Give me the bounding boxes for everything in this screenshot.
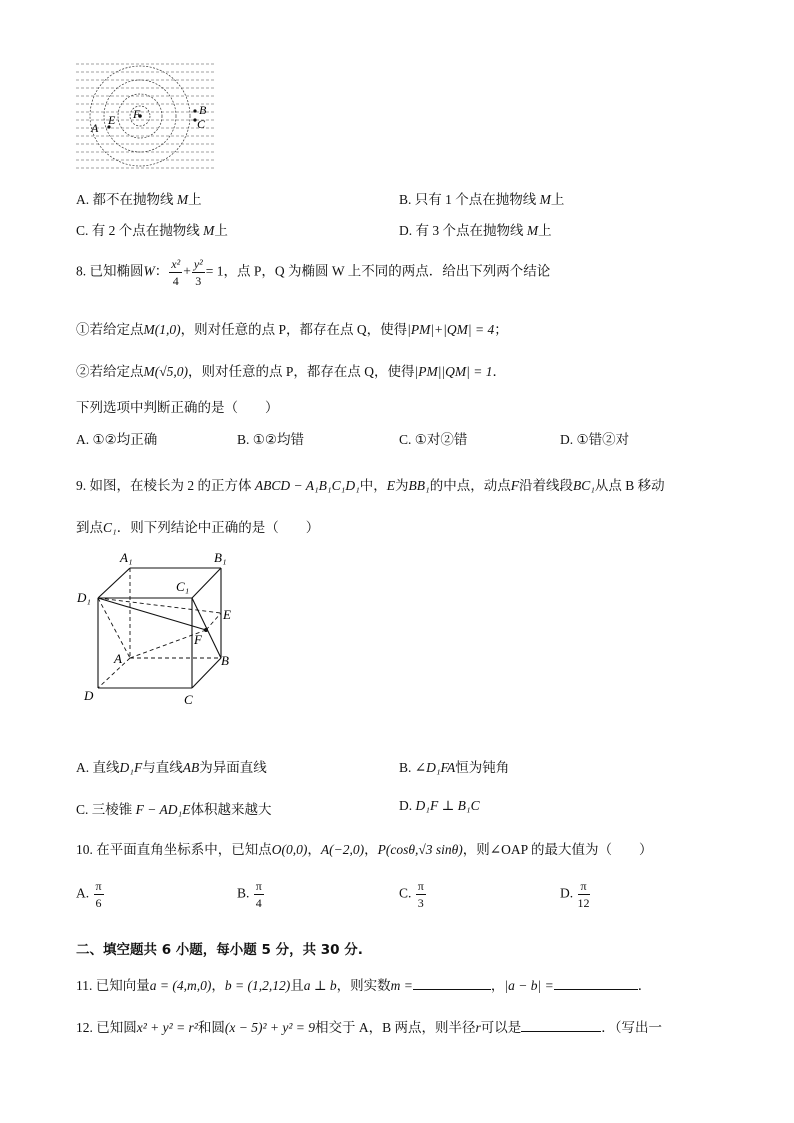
fig-top-label-b: B: [199, 103, 207, 117]
q9-opt-a-mid: 与直线: [142, 760, 183, 775]
q8-frac1-num: x²: [171, 257, 181, 271]
q8-plus: +: [183, 263, 191, 279]
q11-blank-2[interactable]: [554, 988, 638, 990]
q8-c1-lead: ①若给定点: [76, 322, 144, 337]
q7-option-b-var: M: [539, 192, 551, 207]
q9-opt-a-post: 为异面直线: [199, 760, 267, 775]
q11-vec-a: a = (4,m,0): [149, 978, 212, 993]
fig-top-label-c: C: [197, 117, 206, 131]
q10-opt-b-num: π: [255, 879, 262, 893]
q10-opt-d-label: D.: [560, 885, 574, 901]
q9-l1-d: 的中点，动点: [429, 478, 511, 493]
q7-option-a-tail: 上: [188, 192, 202, 207]
q8-option-b[interactable]: B. ①②均错: [237, 432, 304, 447]
q12-end: ．（写出一: [601, 1020, 663, 1035]
q10-opt-d-frac: [578, 880, 590, 909]
q7-option-c-tail: 上: [214, 223, 228, 238]
q10-opt-a-den: 6: [95, 896, 102, 910]
q10-option-b[interactable]: [237, 880, 265, 909]
q9-opt-b-post: 恒为钝角: [455, 760, 510, 775]
q11-vec-b: b = (1,2,12): [224, 978, 291, 993]
q10-stem: [76, 838, 652, 858]
q9-opt-a-m1: D₁F: [119, 760, 143, 775]
q12-blank[interactable]: [521, 1030, 601, 1032]
fig-top-label-a: A: [91, 121, 99, 135]
q8-c2-mid: ，则对任意的点 P，都存在点 Q，使得: [188, 364, 415, 379]
q8-fraction-2: [192, 258, 205, 287]
q8-c1-expr: |PM|+|QM| = 4: [407, 322, 495, 337]
q9-stem-line-2: [76, 516, 319, 536]
q8-fraction-1: [169, 258, 182, 287]
q8-stem: [76, 258, 550, 287]
q9-option-c[interactable]: [76, 798, 271, 818]
q8-rest: ，点 P，Q 为椭圆 W 上不同的两点．给出下列两个结论: [223, 263, 551, 279]
q9-opt-d-pre: D.: [399, 798, 413, 813]
fig-top-label-f: F: [133, 107, 141, 121]
q10-sep2: ，: [364, 842, 378, 857]
q11-diff: |a − b| =: [504, 978, 554, 993]
q8-option-c[interactable]: C. ①对②错: [399, 432, 468, 447]
cube-label-e: E: [223, 607, 231, 622]
q10-sep1: ，: [307, 842, 321, 857]
q10-opt-b-label: B.: [237, 885, 250, 901]
q10-option-d[interactable]: [560, 880, 591, 909]
cube-label-b1: B₁: [214, 550, 227, 565]
q8-ask: 下列选项中判断正确的是（ ）: [76, 400, 279, 415]
q12-and: 和圆: [197, 1020, 225, 1035]
q8-frac1-den: 4: [172, 274, 179, 288]
section-2-heading: 二、填空题共 6 小题，每小题 5 分，共 30 分.: [76, 942, 363, 958]
q7-option-d-text: D. 有 3 个点在抛物线: [399, 223, 524, 238]
q7-option-c-var: M: [203, 223, 215, 238]
q11-stem: [76, 974, 651, 994]
q7-option-a[interactable]: [76, 188, 202, 208]
q11-mid: ，则实数: [336, 978, 391, 993]
q11-lead: 11. 已知向量: [76, 978, 150, 993]
q8-option-d[interactable]: D. ①错②对: [560, 432, 630, 447]
q9-opt-a-pre: A. 直线: [76, 760, 120, 775]
q11-and: 且: [290, 978, 304, 993]
q9-f-var: F: [510, 478, 519, 493]
q12-r: r: [475, 1020, 481, 1035]
q10-point-a: A(−2,0): [320, 842, 365, 857]
q8-option-a[interactable]: A. ①②均正确: [76, 432, 158, 447]
q8-c2-lead: ②若给定点: [76, 364, 144, 379]
q7-option-a-var: M: [176, 192, 189, 207]
q7-option-c-text: C. 有 2 个点在抛物线: [76, 223, 200, 238]
q8-c2-point: M(√5,0): [143, 364, 189, 379]
q10-opt-c-label: C.: [399, 885, 412, 901]
q11-comma: ，: [490, 978, 505, 993]
q9-l1-e: 沿着线段: [518, 478, 573, 493]
q10-opt-c-den: 3: [417, 896, 424, 910]
q9-stem-line-1: [76, 474, 665, 494]
q8-conclusion-2: [76, 360, 506, 380]
q9-cube-name: ABCD − A₁B₁C₁D₁: [254, 478, 360, 493]
q9-opt-b-m: ∠D₁FA: [414, 760, 456, 775]
q9-opt-d-m: D₁F ⊥ B₁C: [415, 798, 480, 813]
cube-label-a1: A₁: [120, 550, 133, 565]
q9-opt-b-pre: B.: [399, 760, 412, 775]
q10-option-c[interactable]: [399, 880, 427, 909]
q9-bb1: BB₁: [408, 478, 430, 493]
q9-l1-a: 9. 如图，在棱长为 2 的正方体: [76, 478, 252, 493]
q9-l1-b: 中，: [359, 478, 387, 493]
q9-opt-c-pre: C. 三棱锥: [76, 802, 133, 817]
q9-l1-f: 从点 B 移动: [594, 478, 665, 493]
q12-stem: [76, 1016, 662, 1036]
cube-label-f: F: [194, 632, 202, 647]
cube-figure: [76, 548, 246, 708]
q11-sep: ，: [211, 978, 225, 993]
q10-opt-a-frac: [94, 880, 104, 909]
q9-e-var: E: [386, 478, 396, 493]
q10-opt-a-label: A.: [76, 885, 90, 901]
q9-option-b[interactable]: [399, 756, 509, 776]
q7-option-a-text: A. 都不在抛物线: [76, 192, 174, 207]
q10-opt-b-den: 4: [255, 896, 262, 910]
q11-perp: a ⊥ b: [303, 978, 337, 993]
q11-end: ．: [637, 978, 652, 993]
cube-label-a: A: [114, 651, 122, 666]
q8-c1-end: ；: [494, 322, 508, 337]
q7-option-d-var: M: [526, 223, 539, 238]
cube-label-c: C: [184, 692, 193, 707]
q8-frac2-num: y²: [193, 257, 203, 271]
cube-label-d1: D₁: [77, 590, 91, 605]
q7-option-d-tail: 上: [538, 223, 552, 238]
q8-eq-one: = 1: [205, 263, 224, 279]
q10-opt-d-num: π: [578, 880, 590, 895]
q12-circle-2: (x − 5)² + y² = 9: [224, 1020, 316, 1035]
q10-opt-b-frac: [254, 880, 264, 909]
q7-option-d[interactable]: [399, 219, 552, 239]
q9-option-a[interactable]: [76, 756, 267, 776]
q9-l1-c: 为: [395, 478, 409, 493]
q10-point-p: P(cosθ,√3 sinθ): [377, 842, 463, 857]
cube-label-d: D: [84, 688, 94, 703]
q8-frac2-den: 3: [195, 274, 202, 288]
q10-lead: 10. 在平面直角坐标系中，已知点: [76, 842, 272, 857]
q10-opt-d-den: 12: [577, 896, 590, 910]
q7-option-b[interactable]: [399, 188, 564, 208]
fig-top-label-e: E: [108, 113, 116, 127]
q8-c1-mid: ，则对任意的点 P，都存在点 Q，使得: [180, 322, 408, 337]
q10-point-o: O(0,0): [271, 842, 308, 857]
parabola-grid-figure: [76, 58, 216, 170]
q7-option-c[interactable]: [76, 219, 228, 239]
q12-circle-1: x² + y² = r²: [136, 1020, 198, 1035]
q11-m-eq: m =: [390, 978, 413, 993]
q7-option-b-text: B. 只有 1 个点在抛物线: [399, 192, 537, 207]
q12-lead: 12. 已知圆: [76, 1020, 137, 1035]
q9-opt-c-post: 体积越来越大: [190, 802, 272, 817]
q9-opt-c-m: F − AD₁E: [135, 802, 191, 817]
q10-opt-c-num: π: [417, 879, 424, 893]
cube-label-b: B: [221, 653, 229, 668]
q7-option-b-tail: 上: [550, 192, 565, 207]
q10-opt-c-frac: [416, 880, 426, 909]
q8-colon: ：: [154, 263, 169, 279]
q8-conclusion-1: [76, 318, 508, 338]
q10-option-a[interactable]: [76, 880, 105, 909]
q8-c1-point: M(1,0): [143, 322, 181, 337]
q12-tail: 可以是: [480, 1020, 522, 1035]
q9-option-d[interactable]: [399, 798, 480, 814]
q9-l2-a: 到点: [76, 520, 103, 535]
q9-bc1: BC₁: [572, 478, 595, 493]
q8-ellipse-name: W: [143, 263, 155, 279]
q10-opt-a-num: π: [95, 879, 102, 893]
q8-c2-expr: |PM||QM| = 1: [414, 364, 493, 379]
q9-l2-b: ．则下列结论中正确的是（ ）: [116, 520, 320, 535]
q9-c1: C₁: [103, 520, 117, 535]
q10-tail: ，则∠OAP 的最大值为（ ）: [462, 842, 653, 857]
q11-blank-1[interactable]: [413, 988, 491, 990]
q12-mid: 相交于 A，B 两点，则半径: [315, 1020, 476, 1035]
q8-c2-end: ．: [492, 364, 506, 379]
q9-opt-a-m2: AB: [182, 760, 200, 775]
cube-label-c1: C₁: [176, 579, 190, 594]
q8-lead: 8. 已知椭圆: [76, 263, 144, 279]
